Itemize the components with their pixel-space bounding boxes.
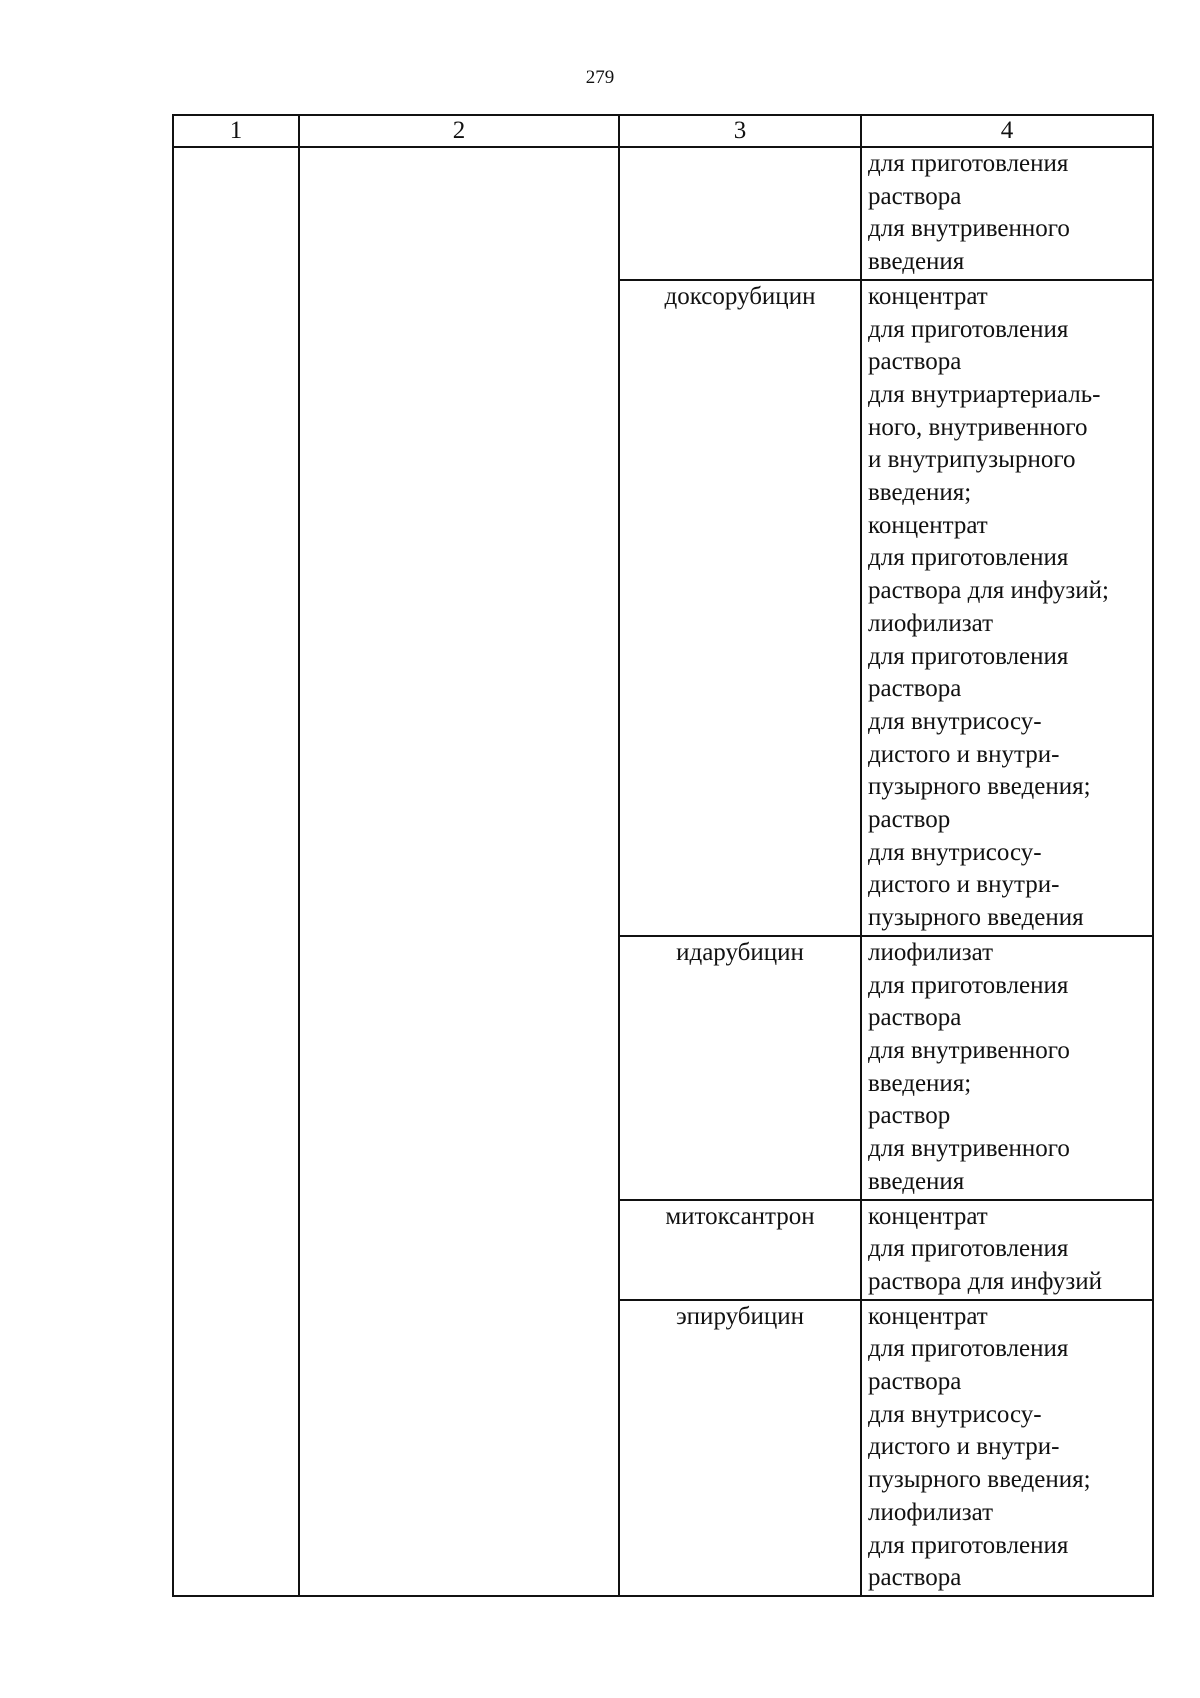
dosage-form-line: раствора для инфузий — [868, 1267, 1103, 1295]
dosage-form-line: для внутривенного — [868, 1135, 1070, 1163]
dosage-form-cell — [861, 936, 1153, 1200]
dosage-form-line: для внутривенного — [868, 1036, 1070, 1064]
dosage-form-line: раствора — [868, 182, 962, 210]
page-number: 279 — [585, 67, 615, 88]
dosage-form-line: раствора — [868, 1564, 962, 1592]
dosage-form-cell — [861, 147, 1153, 280]
dosage-form-line: для приготовления — [868, 150, 1069, 177]
drug-name-cell — [619, 147, 861, 280]
header-col-4: 4 — [861, 115, 1153, 147]
dosage-form-line: для приготовления — [868, 1335, 1069, 1363]
dosage-form-line: дистого и внутри- — [868, 1433, 1060, 1461]
dosage-form-line: для внутрисосу- — [868, 1400, 1042, 1428]
dosage-form-line: лиофилизат — [868, 1498, 994, 1526]
dosage-form-cell — [861, 1300, 1153, 1596]
dosage-form-cell — [861, 1200, 1153, 1300]
dosage-form-line: лиофилизат — [868, 609, 994, 637]
header-col-3: 3 — [619, 115, 861, 147]
drug-name-cell: идарубицин — [619, 936, 861, 1200]
drug-name-cell: митоксантрон — [619, 1200, 861, 1300]
header-row — [173, 115, 1153, 147]
dosage-form-line: дистого и внутри- — [868, 871, 1060, 899]
drug-name-cell: эпирубицин — [619, 1300, 861, 1596]
header-col-2: 2 — [299, 115, 619, 147]
header-col-1: 1 — [173, 115, 299, 147]
dosage-form-line: раствора — [868, 1004, 962, 1032]
dosage-form-line: для внутриартериаль- — [868, 380, 1101, 408]
col-1-cell — [173, 147, 299, 1596]
dosage-form-cell — [861, 280, 1153, 936]
dosage-form-line: для приготовления — [868, 544, 1069, 572]
dosage-form-line: пузырного введения — [868, 904, 1084, 932]
dosage-form-line: введения; — [868, 1069, 972, 1097]
dosage-form-line: раствора для инфузий; — [868, 577, 1109, 605]
dosage-form-line: и внутрипузырного — [868, 446, 1076, 474]
dosage-form-line: введения — [868, 248, 965, 276]
dosage-form-line: дистого и внутри- — [868, 740, 1060, 768]
dosage-form-line: пузырного введения; — [868, 773, 1091, 801]
dosage-form-line: раствор — [868, 806, 951, 834]
dosage-form-line: концентрат — [868, 1202, 988, 1230]
dosage-form-line: для внутрисосу- — [868, 707, 1042, 735]
dosage-form-line: для приготовления — [868, 642, 1069, 670]
dosage-form-line: раствора — [868, 675, 962, 703]
dosage-form-line: пузырного введения; — [868, 1466, 1091, 1494]
dosage-form-line: для приготовления — [868, 971, 1069, 999]
dosage-form-line: раствора — [868, 348, 962, 376]
table-row — [173, 147, 1153, 280]
dosage-form-line: для приготовления — [868, 1531, 1069, 1559]
dosage-form-line: для приготовления — [868, 1235, 1069, 1263]
dosage-form-line: концентрат — [868, 511, 988, 539]
drug-table — [172, 114, 1154, 1597]
dosage-form-line: лиофилизат — [868, 938, 994, 966]
col-2-cell — [299, 147, 619, 1596]
dosage-form-line: для внутрисосу- — [868, 838, 1042, 866]
dosage-form-line: ного, внутривенного — [868, 413, 1088, 441]
dosage-form-line: введения; — [868, 479, 972, 507]
dosage-form-line: для внутривенного — [868, 215, 1070, 243]
drug-name-cell: доксорубицин — [619, 280, 861, 936]
dosage-form-line: концентрат — [868, 282, 988, 310]
dosage-form-line: введения — [868, 1167, 965, 1195]
dosage-form-line: раствор — [868, 1102, 951, 1130]
dosage-form-line: концентрат — [868, 1302, 988, 1330]
dosage-form-line: раствора — [868, 1368, 962, 1396]
dosage-form-line: для приготовления — [868, 315, 1069, 343]
